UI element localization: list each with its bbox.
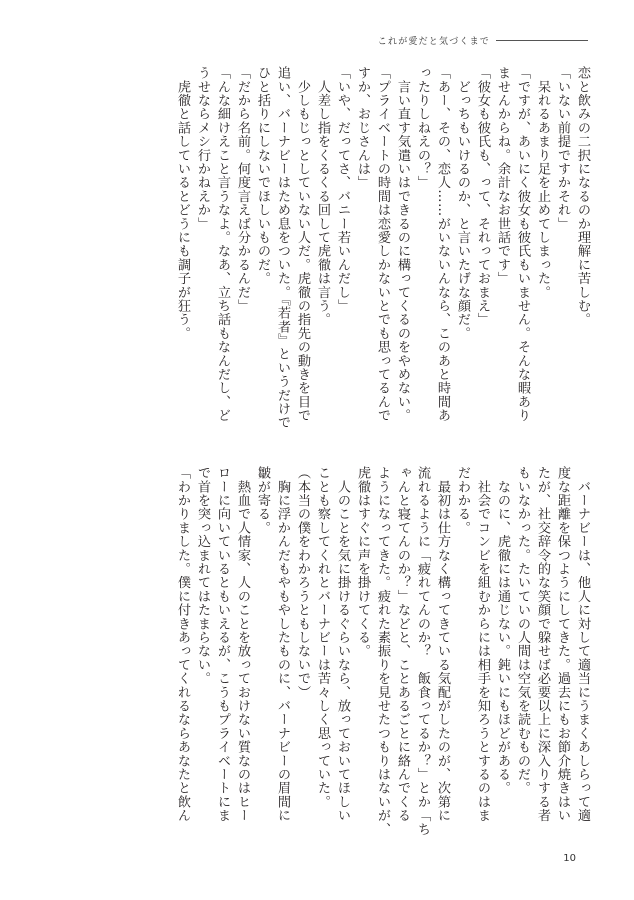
text-line: ローに向いているともいえるが、こうもプライベートにま [215,466,230,823]
text-line: 呆れるあまり足を止めてしまった。 [535,66,550,299]
text-line: ゃんと寝てんのか？」などと、ことあるごとに絡んでくる [395,466,410,823]
text-line: 社会でコンビを組むからには相手を知ろうとするのはま [475,466,490,823]
text-line: すか、おじさんは」 [355,66,370,190]
text-line: 「だから名前。何度言えば分かるんだ」 [235,66,250,313]
text-line: なのに、虎徹には通じない。鈍いにもほどがある。 [495,466,510,795]
text-line: 「プライベートの時間は恋愛しかないとでも思ってるんで [375,66,390,423]
text-line: 「いや、だってさ、バニー若いんだし」 [335,66,350,313]
header-rule [496,40,588,41]
running-title: これが愛だと気づくまで [377,37,490,47]
text-line: 最初は仕方なく構ってきている気配がしたのが、次第に [435,466,450,823]
text-line: 熱血で人情家、人のことを放っておけない質なのはヒー [235,466,250,823]
text-line: （本当の僕をわかろうともしないで） [295,466,310,699]
text-line: 人のことを気に掛けるぐらいなら、放っておいてほしい [335,466,350,823]
text-line: バーナビーは、他人に対して適当にうまくあしらって適 [575,466,590,823]
text-line: 胸に浮かんだもやもやしたものに、バーナビーの眉間に [275,466,290,823]
text-line: 虎徹と話しているとどうにも調子が狂う。 [175,66,190,340]
text-line: もいなかった。たいていの人間は空気を読むものだ。 [515,466,530,795]
text-line: うせならメシ行かねえか」 [195,66,210,231]
text-line: 「ですが、あいにく彼女も彼氏もいません。そんな暇あり [515,66,530,423]
text-line: ことも察してくれとバーナビーは苦々しく思っていた。 [315,466,330,809]
text-line: 「彼女も彼氏も、って、それっておまえ」 [475,66,490,327]
text-line: 「んな細けえこと言うなよ。なあ、立ち話もなんだし、ど [215,66,230,423]
text-line: だわかる。 [455,466,470,535]
text-line: 「いない前提ですかそれ」 [555,66,570,231]
text-line: ませんからね。余計なお世話です」 [495,66,510,286]
upper-text-block [72,66,592,430]
page-number: 10 [563,853,576,864]
text-line: たが、社交辞令的な笑顔で躱せば必要以上に深入りする者 [535,466,550,823]
text-line: 追い、バーナビーはため息をついた。『若者』というだけで [275,66,290,430]
running-header [378,34,588,47]
text-line: 言い直す気遣いはできるのに構ってくるのをやめない。 [395,66,410,423]
text-line: で首を突っ込まれてはたまらない。 [195,466,210,686]
text-line: 「あー、その、恋人……がいないんなら、このあと時間あ [435,66,450,423]
text-line: 流れるように「疲れてんのか？ 飯食ってるか？」とか「ち [415,466,430,836]
text-line: ったりしねえの？」 [415,66,430,190]
text-line: 恋と飲みの二択になるのか理解に苦しむ。 [575,66,590,327]
text-line: 虎徹はすぐに声を掛けてくる。 [355,466,370,658]
text-line: 少しもじっとしていない人だ。虎徹の指先の動きを目で [295,66,310,423]
text-line: 人差し指をくるくる回して虎徹は言う。 [315,66,330,327]
text-line: 「わかりました。僕に付きあってくれるならあなたと飲ん [175,466,190,823]
text-line: 皺が寄る。 [255,466,270,535]
lower-text-block [175,466,592,836]
text-line: 度な距離を保つようにしてきた。過去にもお節介焼きはい [555,466,570,823]
text-line: どっちもいけるのか、と言いたげな顔だ。 [455,66,470,340]
text-line: ひと括りにしないでほしいものだ。 [255,66,270,286]
text-line: ようになってきた。疲れた素振りを見せたつもりはないが、 [375,466,390,836]
